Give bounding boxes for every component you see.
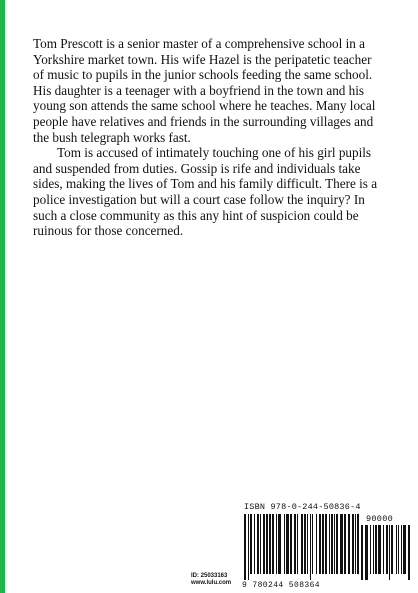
barcode-bar: [276, 514, 277, 574]
blurb-paragraph-2: Tom is accused of intimately touching one of his girl pupils and suspended from duties. Gossip is rife and individuals take sides, making the lives of Tom and his family difficult. There is a police investigation but will a court case follow the inquiry? In such a close community as this any hint of suspicion could be ruinous for those concerned.: [33, 145, 378, 239]
isbn-text: ISBN 978-0-244-50836-4: [244, 502, 361, 512]
barcode-bar: [398, 525, 399, 574]
barcode-bar: [329, 514, 330, 574]
barcode-bar: [304, 514, 306, 574]
barcode-bar: [386, 525, 388, 574]
lulu-id-label: [191, 573, 231, 587]
barcode-bar: [266, 514, 268, 574]
barcode-bar: [352, 514, 354, 574]
lulu-id-number: ID: 25033163: [191, 573, 228, 579]
barcode-bar: [310, 514, 311, 580]
barcode-bar: [260, 514, 261, 574]
isbn-barcode: [238, 501, 418, 593]
barcode-bar: [312, 514, 313, 574]
lulu-website: www.lulu.com: [191, 580, 232, 586]
barcode-bar: [334, 514, 335, 574]
barcode-bar: [250, 514, 252, 574]
back-cover-blurb: [33, 36, 383, 239]
barcode-bar: [325, 514, 327, 574]
barcode-bar: [357, 514, 359, 574]
barcode-bar: [391, 525, 393, 574]
barcode-bar: [370, 525, 371, 574]
barcode-bar: [254, 514, 255, 574]
barcode-bar: [375, 525, 377, 574]
barcode-bar: [340, 514, 343, 574]
barcode-bar: [336, 514, 338, 574]
blurb-paragraph-1: Tom Prescott is a senior master of a comprehensive school in a Yorkshire market town. His wife Hazel is the peripatetic teacher of music to pupils in the junior schools feeding the same school. His daughter is a teenager with a boyfriend in the town and his young son attends the same school where he teaches. Many local people have relatives and friends in the surrounding villages and the bush telegraph works fast.: [33, 36, 376, 145]
barcode-bar: [378, 525, 381, 574]
barcode-bar: [248, 514, 249, 580]
barcode-bar: [355, 514, 356, 574]
barcode-bar: [269, 514, 271, 574]
barcode-bar: [319, 514, 321, 574]
barcode-bar: [373, 525, 374, 574]
barcode-bar: [294, 514, 296, 574]
barcode-bar: [297, 514, 298, 574]
barcode-bar: [244, 514, 246, 580]
barcode-bar: [284, 514, 285, 574]
barcode-bar: [286, 514, 289, 574]
barcode-bar: [290, 514, 292, 574]
barcode-bar: [365, 525, 368, 580]
ean13-barcode-bars: [244, 514, 359, 580]
barcode-bar: [383, 525, 384, 574]
barcode-bar: [263, 514, 265, 574]
barcode-bar: [344, 514, 346, 574]
barcode-bar: [278, 514, 281, 574]
barcode-bar: [348, 514, 350, 574]
barcode-bar: [316, 514, 317, 574]
spine-color-strip: [0, 0, 5, 593]
barcode-bar: [301, 514, 303, 574]
barcode-bar: [389, 525, 390, 580]
price-addon-digits: 90000: [366, 514, 394, 524]
barcode-bar: [331, 514, 333, 574]
barcode-bar: [396, 525, 397, 574]
barcode-bar: [307, 514, 308, 574]
ean-digits: 9 780244 508364: [242, 581, 321, 590]
barcode-bar: [361, 525, 363, 580]
barcode-bar: [401, 525, 402, 574]
barcode-bar: [272, 514, 274, 574]
addon-barcode-bars: [361, 525, 411, 580]
barcode-bar: [403, 525, 406, 574]
barcode-bar: [322, 514, 324, 574]
barcode-bar: [408, 525, 410, 580]
barcode-bar: [257, 514, 259, 574]
